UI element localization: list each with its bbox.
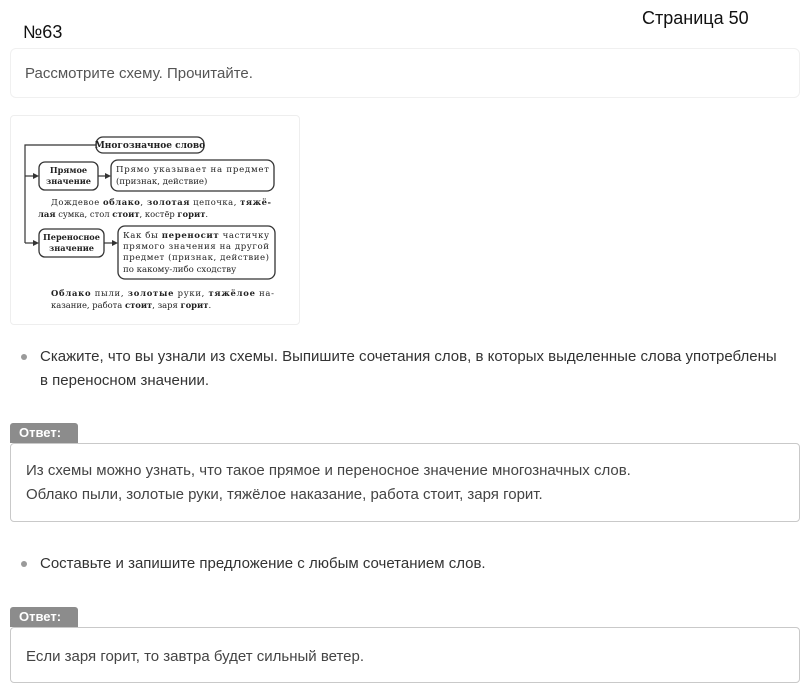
scheme-figurative-example-line2: казание, работа стоит, заря горит. bbox=[51, 300, 212, 310]
intro-card bbox=[10, 48, 800, 98]
answer-2-tag: Ответ: bbox=[10, 607, 78, 627]
scheme-figurative-example-line1: Облако пыли, золотые руки, тяжёлое на- bbox=[51, 288, 274, 298]
scheme-title: Многозначное слово bbox=[94, 141, 206, 151]
scheme-figurative-label-line1: Переносное bbox=[43, 232, 100, 242]
scheme-direct-example-line2: лая сумка, стол стоит, костёр горит. bbox=[38, 209, 209, 219]
task-number: №63 bbox=[23, 22, 63, 42]
scheme-direct-label-line1: Прямое bbox=[49, 165, 88, 175]
scheme-figurative-desc-line4: по какому-либо сходству bbox=[123, 265, 237, 275]
bullet-icon bbox=[21, 561, 27, 567]
answer-1-line-2: Облако пыли, золотые руки, тяжёлое наказание, работа стоит, заря горит. bbox=[26, 486, 543, 503]
question-2 bbox=[21, 552, 781, 576]
question-1-text: Скажите, что вы узнали из схемы. Выпишите сочетания слов, в которых выделенные слова употреблены в переносном значении. bbox=[40, 348, 777, 389]
page-label: Страница 50 bbox=[642, 8, 749, 28]
scheme-figurative-desc-line1: Как бы переносит частичку bbox=[123, 231, 269, 241]
scheme-direct-example-line1: Дождевое облако, золотая цепочка, тяжё- bbox=[51, 197, 271, 207]
question-2-text: Составьте и запишите предложение с любым сочетанием слов. bbox=[40, 555, 486, 572]
answer-1-tag: Ответ: bbox=[10, 423, 78, 443]
answer-1-box bbox=[10, 443, 800, 522]
scheme-trunk-line bbox=[25, 145, 96, 243]
intro-text: Рассмотрите схему. Прочитайте. bbox=[25, 65, 253, 82]
bullet-icon bbox=[21, 354, 27, 360]
scheme-direct-label-line2: значение bbox=[46, 176, 91, 186]
scheme-figurative-label-line2: значение bbox=[49, 243, 94, 253]
answer-1-line-1: Из схемы можно узнать, что такое прямое и переносное значение многозначных слов. bbox=[26, 462, 631, 479]
scheme-figurative-desc-line3: предмет (признак, действие) bbox=[123, 253, 269, 263]
scheme-diagram bbox=[11, 116, 301, 326]
scheme-figure bbox=[10, 115, 300, 325]
scheme-figurative-desc-line2: прямого значения на другой bbox=[123, 242, 269, 252]
scheme-direct-desc-line2: (признак, действие) bbox=[116, 177, 208, 187]
scheme-direct-desc-line1: Прямо указывает на предмет bbox=[116, 165, 269, 175]
answer-2-box bbox=[10, 627, 800, 683]
question-1 bbox=[21, 345, 781, 393]
answer-2-line-1: Если заря горит, то завтра будет сильный ветер. bbox=[26, 648, 365, 665]
